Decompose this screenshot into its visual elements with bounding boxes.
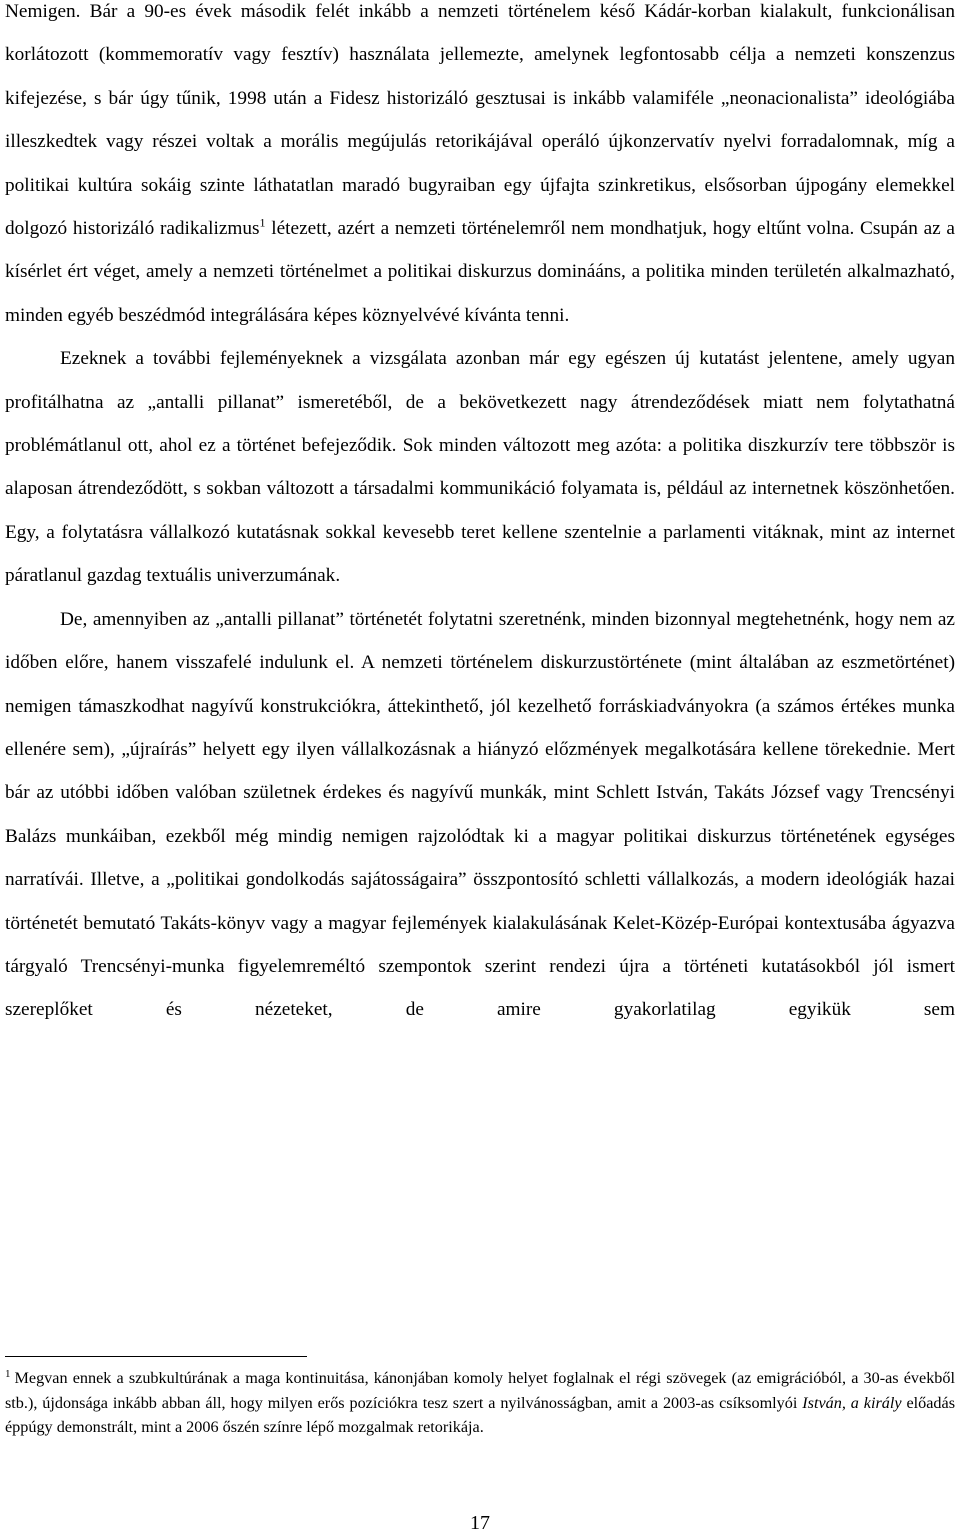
paragraph-1 <box>5 0 955 337</box>
paragraph-1-text-after: létezett, azért a nemzeti történelemről nem mondhatjuk, hogy eltűnt volna. Csupán az a kísérlet ért véget, amely a nemzeti történelmet a politikai diskurzus dominááns, a politika minden területén alkalmazható, minden egyéb beszédmód integrálására képes köznyelvévé kívánta tenni. <box>5 218 955 326</box>
footnote-reference: 1 <box>259 215 266 230</box>
paragraph-1-text-before: Nemigen. Bár a 90-es évek második felét inkább a nemzeti történelem késő Kádár-korban kialakult, funkcionálisan korlátozott (kommemoratív vagy fesztív) használata jellemezte, amelynek legfontosabb célja a nemzeti konszenzus kifejezése, s bár úgy tűnik, 1998 után a Fidesz historizáló gesztusai is inkább valamiféle „neonacionalista” ideológiába illeszkedtek vagy részei voltak a morális megújulás retorikájával operáló újkonzervatív nyelvi forradalomnak, míg a politikai kultúra sokáig szinte láthatatlan maradó bugyraiban egy újfajta szinkretikus, elsősorban újpogány elemekkel dolgozó historizáló radikalizmus <box>5 1 955 240</box>
footnote-number: 1 <box>5 1367 11 1380</box>
footnote-separator <box>5 1356 307 1357</box>
body-text <box>5 0 955 1032</box>
footnote-text-before: Megvan ennek a szubkultúrának a maga kontinuitása, kánonjában komoly helyet foglalnak el régi szövegek (az emigrációból, a 30-as évekből stb.), újdonsága inkább abban áll, hogy milyen erős pozíciókra tesz szert a nyilvánosságban, amit a 2003-as csíksomlyói <box>5 1369 955 1412</box>
paragraph-3: De, amennyiben az „antalli pillanat” történetét folytatni szeretnénk, minden bizonnyal megtehetnénk, hogy nem az időben előre, hanem visszafelé indulunk el. A nemzeti történelem diskurzustörténete (mint általában az eszmetörténet) nemigen támaszkodhat nagyívű konstrukciókra, áttekinthető, jól kezelhető forráskiadványokra (a számos értékes munka ellenére sem), „újraírás” helyett egy ilyen vállalkozásnak a hiányzó előzmények megalkotására kellene törekednie. Mert bár az utóbbi időben valóban születnek érdekes és nagyívű munkák, mint Schlett István, Takáts József vagy Trencsényi Balázs munkáiban, ezekből még mindig nemigen rajzolódtak ki a magyar politikai diskurzus történetének egységes narratívái. Illetve, a „politikai gondolkodás sajátosságaira” összpontosító schletti vállalkozás, a modern ideológiák hazai történetét bemutató Takáts-könyv vagy a magyar fejlemények kialakulásának Kelet-Közép-Európai kontextusába ágyazva tárgyaló Trencsényi-munka figyelemreméltó szempontok szerint rendezi újra a történeti kutatásokból jól ismert szereplőket és nézeteket, de amire gyakorlatilag egyikük sem <box>5 608 955 1021</box>
page-number: 17 <box>470 1512 490 1534</box>
paragraph-2: Ezeknek a további fejleményeknek a vizsgálata azonban már egy egészen új kutatást jelentene, amely ugyan profitálhatna az „antalli pillanat” ismeretéből, de a bekövetkezett nagy átrendeződések miatt nem folytathatná problémátlanul ott, ahol ez a történet befejeződik. Sok minden változott meg azóta: a politika diszkurzív tere többször is alaposan átrendeződött, s sokban változott a társadalmi kommunikáció folyamata is, például az internetnek köszönhetően. Egy, a folytatásra vállalkozó kutatásnak sokkal kevesebb teret kellene szentelnie a parlamenti vitáknak, mint az internet páratlanul gazdag textuális univerzumának. <box>5 348 955 587</box>
footnote <box>5 1366 955 1440</box>
footnote-italic-title: István, a király <box>802 1393 902 1412</box>
footnote-text-after: előadás éppúgy demonstrált, mint a 2006 őszén színre lépő mozgalmak retorikája. <box>5 1393 955 1436</box>
